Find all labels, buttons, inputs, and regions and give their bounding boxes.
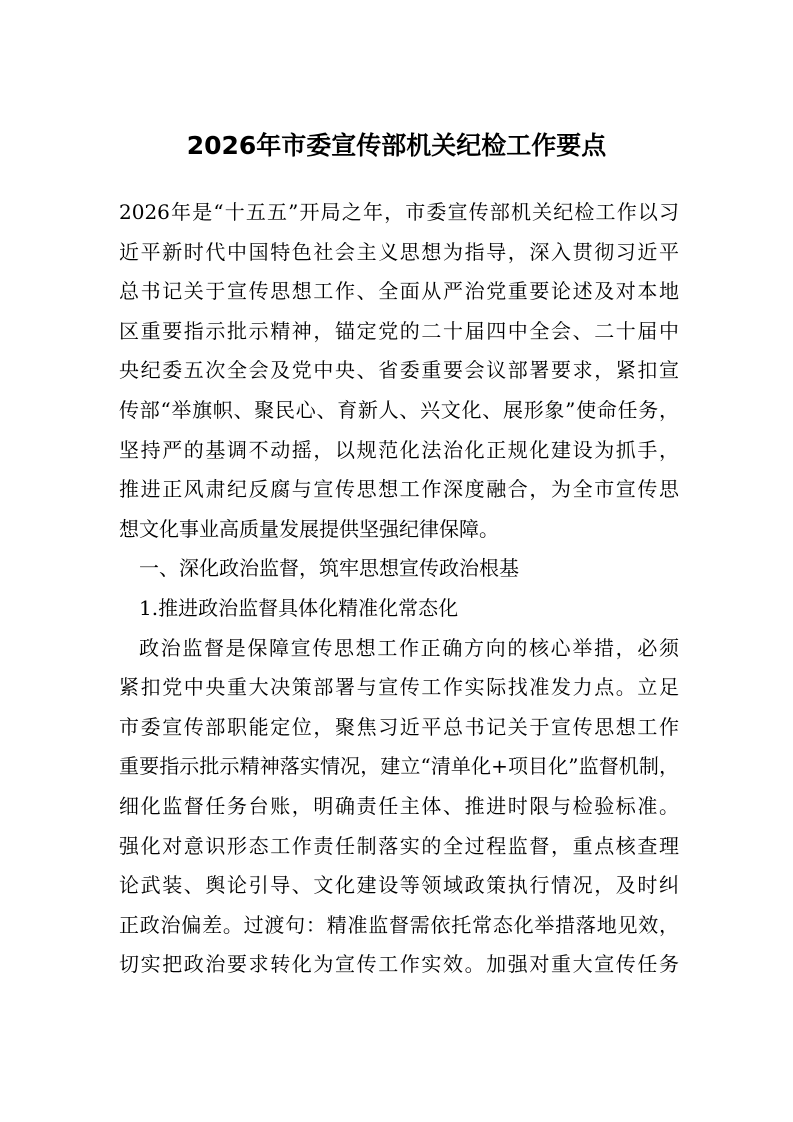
paragraph-line: 央纪委五次全会及党中央、省委重要会议部署要求，紧扣宣 (119, 358, 679, 383)
paragraph-line: 正政治偏差。过渡句：精准监督需依托常态化举措落地见效， (119, 912, 679, 937)
document-body (119, 193, 679, 985)
paragraph-line: 重要指示批示精神落实情况，建立“清单化+项目化”监督机制， (119, 754, 679, 779)
paragraph-line: 政治监督是保障宣传思想工作正确方向的核心举措，必须 (139, 635, 679, 660)
document-title: 2026年市委宣传部机关纪检工作要点 (186, 131, 607, 160)
section-heading: 一、深化政治监督，筑牢思想宣传政治根基 (139, 556, 519, 581)
subsection-heading: 1.推进政治监督具体化精准化常态化 (139, 595, 459, 620)
paragraph-line: 市委宣传部职能定位，聚焦习近平总书记关于宣传思想工作 (119, 714, 679, 739)
paragraph-line: 论武装、舆论引导、文化建设等领域政策执行情况，及时纠 (119, 873, 679, 898)
paragraph-line: 2026年是“十五五”开局之年，市委宣传部机关纪检工作以习 (119, 200, 679, 224)
paragraph-line: 近平新时代中国特色社会主义思想为指导，深入贯彻习近平 (119, 239, 679, 264)
paragraph-line: 推进正风肃纪反腐与宣传思想工作深度融合，为全市宣传思 (119, 477, 679, 502)
paragraph-line: 紧扣党中央重大决策部署与宣传工作实际找准发力点。立足 (119, 675, 679, 700)
paragraph-line: 坚持严的基调不动摇，以规范化法治化正规化建设为抓手， (119, 437, 679, 462)
paragraph-line: 想文化事业高质量发展提供坚强纪律保障。 (119, 516, 499, 541)
paragraph-line: 细化监督任务台账，明确责任主体、推进时限与检验标准。 (119, 793, 679, 818)
paragraph-line: 切实把政治要求转化为宣传工作实效。加强对重大宣传任务 (119, 952, 679, 977)
paragraph-line: 传部“举旗帜、聚民心、育新人、兴文化、展形象”使命任务， (119, 397, 679, 422)
paragraph-line: 总书记关于宣传思想工作、全面从严治党重要论述及对本地 (119, 279, 679, 304)
paragraph-line: 区重要指示批示精神，锚定党的二十届四中全会、二十届中 (119, 318, 679, 343)
paragraph-line: 强化对意识形态工作责任制落实的全过程监督，重点核查理 (119, 833, 679, 858)
